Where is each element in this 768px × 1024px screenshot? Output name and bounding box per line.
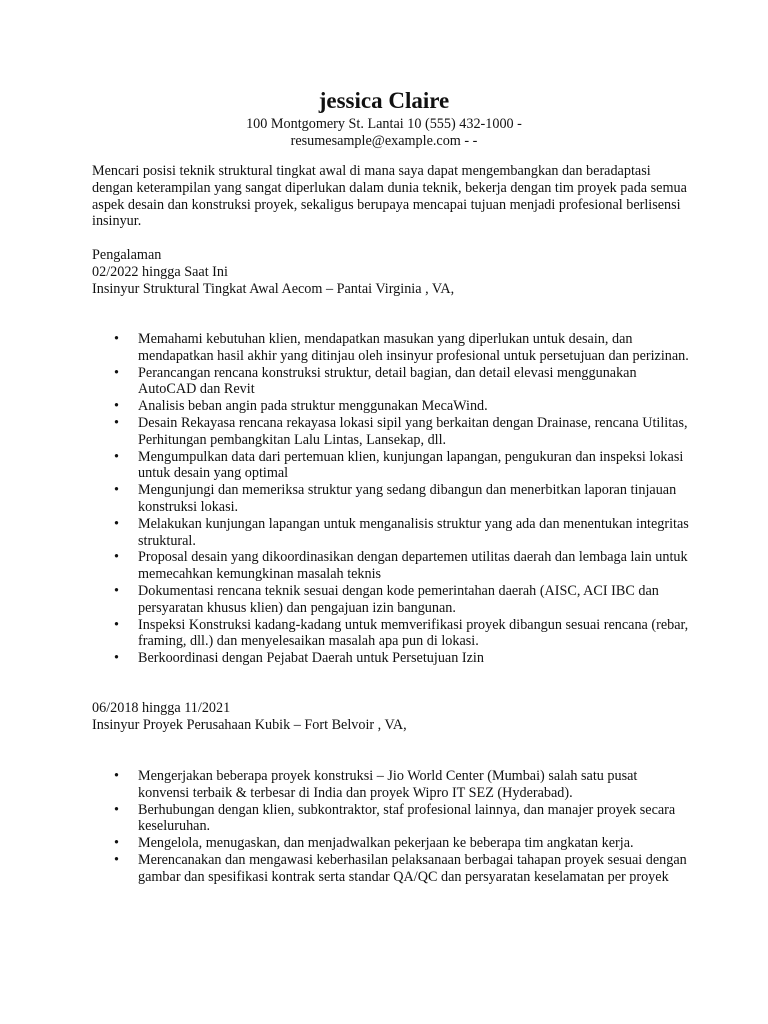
list-item: • Merencanakan dan mengawasi keberhasilan pelaksanaan berbagai tahapan proyek sesuai dengan gambar dan spesifikasi kontrak serta standar QA/QC dan persyaratan keselamatan per proyek [92, 852, 692, 886]
job-1-header [92, 264, 692, 298]
list-item: • Mengumpulkan data dari pertemuan klien, kunjungan lapangan, pengukuran dan inspeksi lokasi untuk desain yang optimal [92, 449, 692, 483]
list-item: • Proposal desain yang dikoordinasikan dengan departemen utilitas daerah dan lembaga lain untuk memecahkan kemungkinan masalah teknis [92, 549, 692, 583]
list-item: • Memahami kebutuhan klien, mendapatkan masukan yang diperlukan untuk desain, dan mendapatkan hasil akhir yang ditinjau oleh insinyur profesional untuk persetujuan dan perizinan. [92, 331, 692, 365]
list-item: • Berhubungan dengan klien, subkontraktor, staf profesional lainnya, dan manajer proyek secara keseluruhan. [92, 802, 692, 836]
contact-email: resumesample@example.com - - [290, 132, 478, 149]
job-2-bullet-list [92, 768, 692, 886]
job-1-bullet-list [92, 331, 692, 667]
job-dates: 06/2018 hingga 11/2021 [92, 700, 231, 716]
list-item: • Analisis beban angin pada struktur menggunakan MecaWind. [92, 398, 692, 415]
list-item: • Desain Rekayasa rencana rekayasa lokasi sipil yang berkaitan dengan Drainase, rencana Utilitas, Perhitungan pembangkitan Lalu Lintas, Lansekap, dll. [92, 415, 692, 449]
experience-heading: Pengalaman [92, 247, 162, 263]
job-dates: 02/2022 hingga Saat Ini [92, 264, 228, 280]
summary-paragraph: Mencari posisi teknik struktural tingkat awal di mana saya dapat mengembangkan dan beradaptasi dengan keterampilan yang sangat diperlukan dalam dunia teknik, bekerja dengan tim proyek pada semua aspek desain dan konstruksi proyek, sekaligus berupaya mencapai tujuan menjadi profesional berlisensi insinyur. [92, 163, 687, 230]
candidate-name: jessica Claire [318, 88, 450, 113]
list-item: • Berkoordinasi dengan Pejabat Daerah untuk Persetujuan Izin [92, 650, 692, 667]
job-title: Insinyur Struktural Tingkat Awal Aecom – Pantai Virginia , VA, [92, 280, 455, 297]
list-item: • Inspeksi Konstruksi kadang-kadang untuk memverifikasi proyek dibangun sesuai rencana (rebar, framing, dll.) dan menyelesaikan masalah apa pun di lokasi. [92, 617, 692, 651]
list-item: • Mengunjungi dan memeriksa struktur yang sedang dibangun dan menerbitkan laporan tinjauan konstruksi lokasi. [92, 482, 692, 516]
list-item: • Dokumentasi rencana teknik sesuai dengan kode pemerintahan daerah (AISC, ACI IBC dan persyaratan khusus klien) dan pengajuan izin bangunan. [92, 583, 692, 617]
resume-header [0, 86, 768, 150]
list-item: • Mengerjakan beberapa proyek konstruksi – Jio World Center (Mumbai) salah satu pusat konvensi terbaik & terbesar di India dan proyek Wipro IT SEZ (Hyderabad). [92, 768, 692, 802]
job-title: Insinyur Proyek Perusahaan Kubik – Fort Belvoir , VA, [92, 716, 407, 733]
list-item: • Melakukan kunjungan lapangan untuk menganalisis struktur yang ada dan menentukan integritas struktural. [92, 516, 692, 550]
contact-address-phone: 100 Montgomery St. Lantai 10 (555) 432-1000 - [246, 116, 522, 132]
list-item: • Perancangan rencana konstruksi struktur, detail bagian, dan detail elevasi menggunakan AutoCAD dan Revit [92, 365, 692, 399]
list-item: • Mengelola, menugaskan, dan menjadwalkan pekerjaan ke beberapa tim angkatan kerja. [92, 835, 692, 852]
job-2-header [92, 700, 692, 734]
